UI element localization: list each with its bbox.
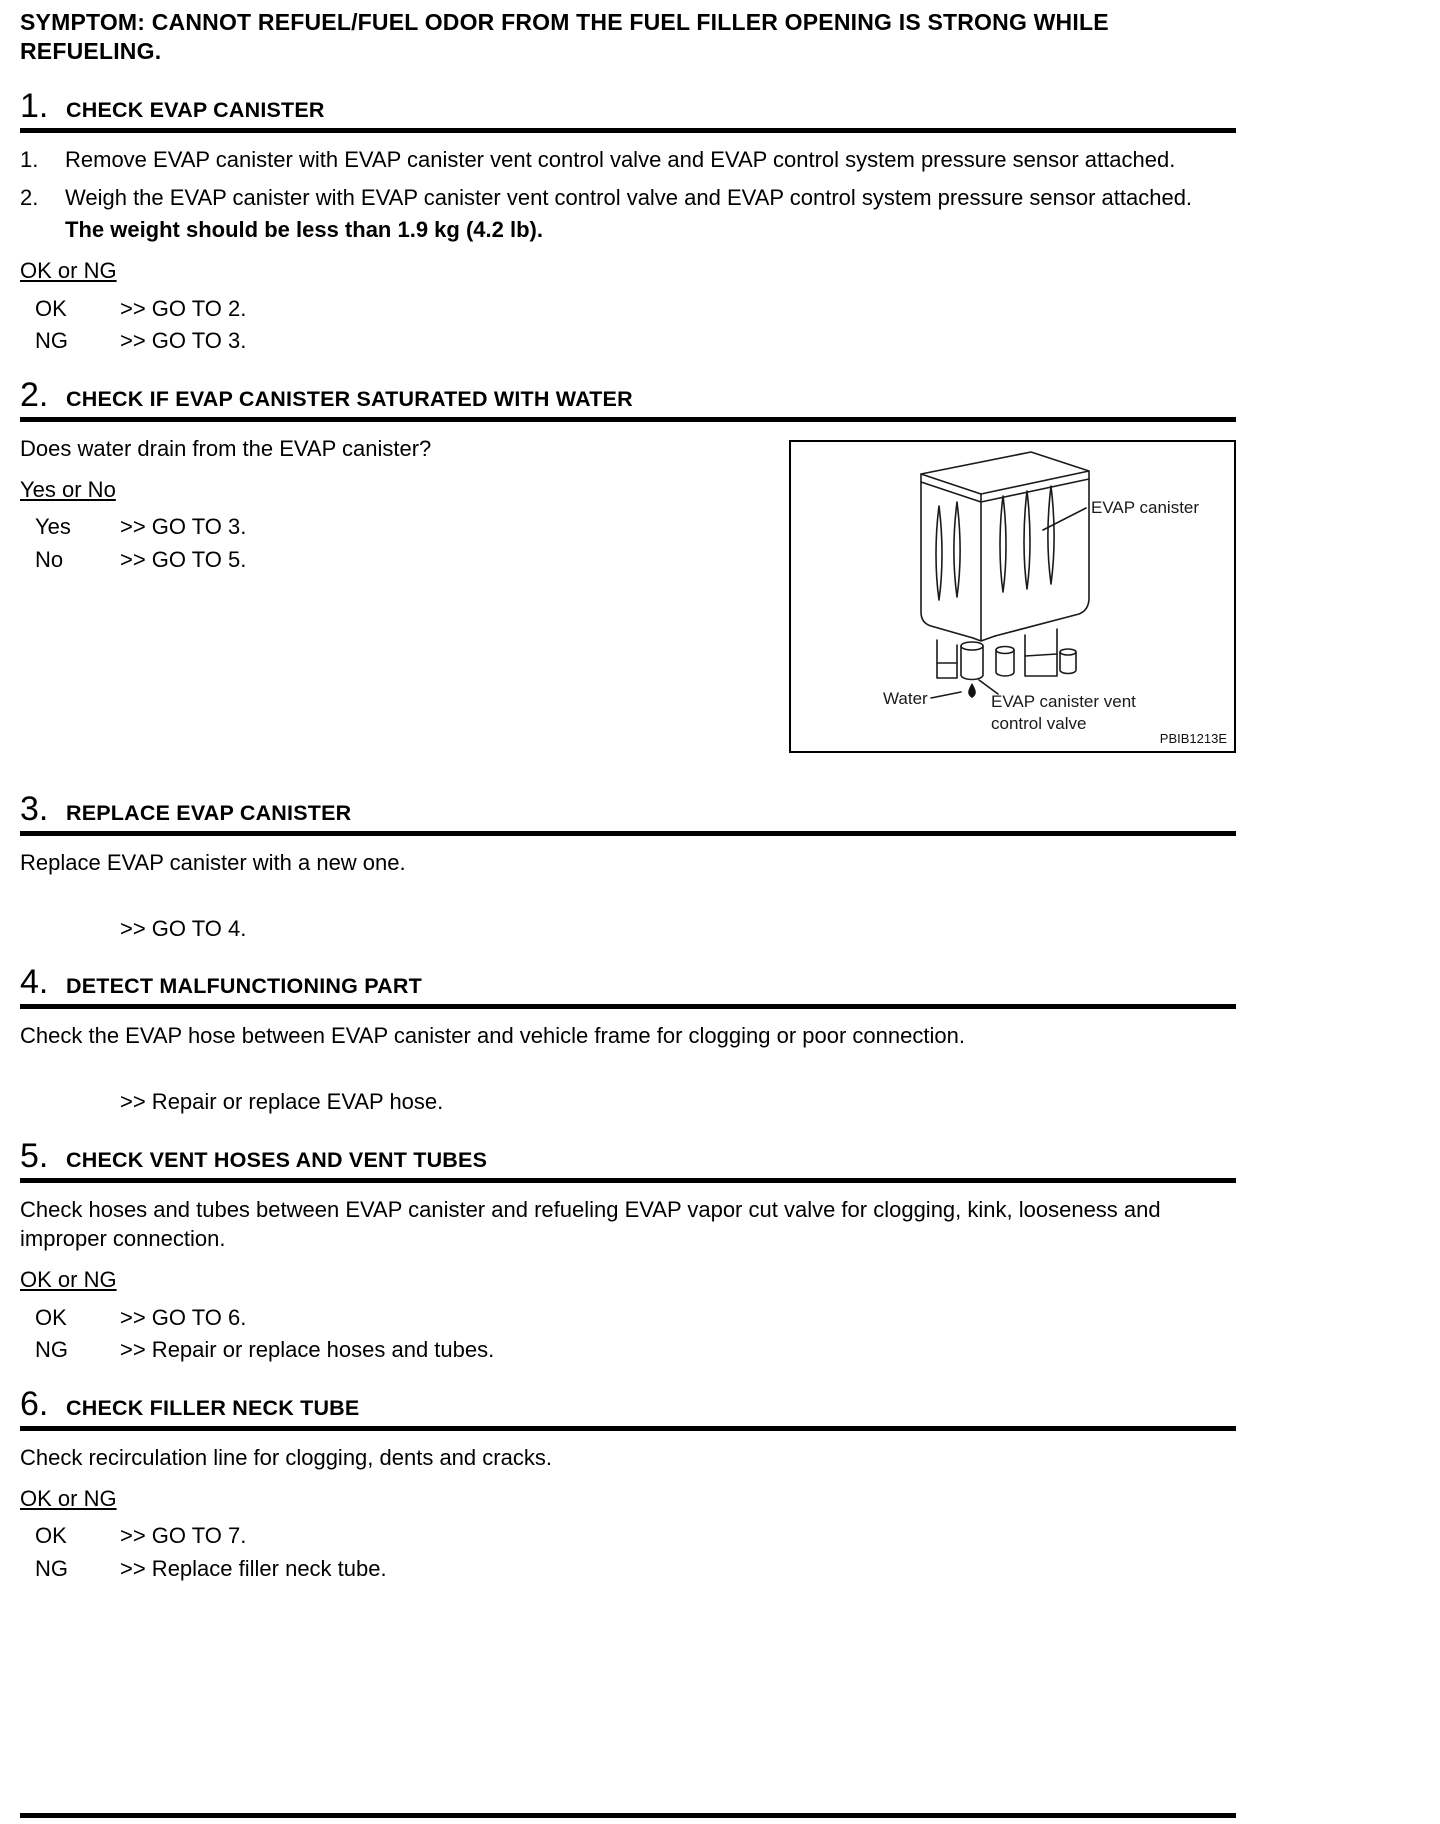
- instruction-text: Check hoses and tubes between EVAP canister and refueling EVAP vapor cut valve for clogging, kink, looseness and improper connection.: [20, 1197, 1161, 1252]
- step-4-detect-malfunctioning-part: [20, 965, 1420, 1117]
- step-number: 6.: [20, 1384, 49, 1423]
- result-label: No: [35, 546, 64, 572]
- result-row: [20, 327, 1420, 356]
- step-number: 2.: [20, 375, 49, 414]
- step-title: DETECT MALFUNCTIONING PART: [66, 974, 422, 999]
- section-rule: [20, 1426, 1236, 1431]
- instruction-item: [20, 183, 1236, 244]
- result-label: OK: [35, 295, 67, 321]
- figure-code: PBIB1213E: [1159, 730, 1227, 746]
- step-number: 4.: [20, 963, 49, 1002]
- result-row: [20, 1555, 1420, 1584]
- result-action: >> Replace filler neck tube.: [120, 1556, 387, 1582]
- step-2-check-if-canister-saturated: [20, 375, 1420, 770]
- condition-label: OK or NG: [20, 1485, 117, 1511]
- step-heading: [20, 86, 1420, 125]
- result-label: OK: [35, 1523, 67, 1549]
- step-heading: [20, 963, 1420, 1002]
- figure-label-vent-valve-line1: EVAP canister vent: [991, 691, 1136, 711]
- instruction-item: [20, 145, 1236, 174]
- result-action: >> GO TO 6.: [120, 1304, 247, 1330]
- result-action: >> GO TO 7.: [120, 1523, 247, 1549]
- step-title: CHECK IF EVAP CANISTER SATURATED WITH WATER: [66, 386, 633, 411]
- result-action: >> GO TO 5.: [120, 546, 247, 572]
- instruction-text-body: Weigh the EVAP canister with EVAP canister vent control valve and EVAP control system pressure sensor attached.: [65, 184, 1193, 210]
- result-row: [20, 295, 1420, 324]
- water-drop-icon: [968, 683, 976, 698]
- result-label: NG: [35, 1556, 68, 1582]
- section-rule: [20, 417, 1236, 422]
- step-heading: [20, 789, 1420, 828]
- figure-label-vent-valve-line2: control valve: [991, 713, 1087, 733]
- step-1-check-evap-canister: [20, 86, 1420, 356]
- instruction-text: Check recirculation line for clogging, dents and cracks.: [20, 1444, 552, 1470]
- result-label: Yes: [35, 514, 71, 540]
- result-action: >> GO TO 4.: [120, 915, 247, 941]
- result-action: >> GO TO 3.: [120, 328, 247, 354]
- figure-evap-canister: [789, 440, 1236, 753]
- page-bottom-rule: [20, 1813, 1236, 1818]
- results: [20, 295, 1420, 356]
- section-rule: [20, 1178, 1236, 1183]
- step-6-check-filler-neck-tube: [20, 1384, 1420, 1584]
- step-heading: [20, 375, 1420, 414]
- result-row: [20, 1304, 1420, 1333]
- step-title: CHECK FILLER NECK TUBE: [66, 1395, 360, 1420]
- result-row: [20, 1336, 1420, 1365]
- instruction-text: Replace EVAP canister with a new one.: [20, 849, 406, 875]
- results: [20, 1522, 1420, 1583]
- condition-label: OK or NG: [20, 1267, 117, 1293]
- section-rule: [20, 831, 1236, 836]
- spec-text: The weight should be less than 1.9 kg (4.2 lb).: [65, 216, 543, 242]
- result-label: NG: [35, 328, 68, 354]
- instruction-text: [65, 183, 1192, 244]
- result-action: >> Repair or replace EVAP hose.: [120, 1089, 444, 1115]
- instruction-number: 1.: [20, 146, 39, 172]
- step-2-body: [20, 434, 1236, 770]
- question-text: Does water drain from the EVAP canister?: [20, 435, 432, 461]
- result-action: >> GO TO 3.: [120, 514, 247, 540]
- figure-label-evap-canister: EVAP canister: [1091, 497, 1200, 517]
- instruction-text: Check the EVAP hose between EVAP canister and vehicle frame for clogging or poor connection.: [20, 1023, 965, 1049]
- figure-label-water: Water: [883, 688, 928, 708]
- result-label: OK: [35, 1304, 67, 1330]
- step-3-replace-evap-canister: [20, 789, 1420, 944]
- step-number: 1.: [20, 86, 49, 125]
- step-title: CHECK VENT HOSES AND VENT TUBES: [66, 1148, 488, 1172]
- section-rule: [20, 128, 1236, 133]
- symptom-title: SYMPTOM: CANNOT REFUEL/FUEL ODOR FROM THE FUEL FILLER OPENING IS STRONG WHILE REFUELING.: [20, 9, 1109, 65]
- step-number: 3.: [20, 789, 49, 828]
- step-title: CHECK EVAP CANISTER: [66, 97, 325, 122]
- condition-label: OK or NG: [20, 257, 117, 283]
- condition-label: Yes or No: [20, 476, 116, 502]
- result-action: >> GO TO 2.: [120, 295, 247, 321]
- result-row: [20, 1522, 1420, 1551]
- step-title: REPLACE EVAP CANISTER: [66, 800, 352, 825]
- instruction-text: Remove EVAP canister with EVAP canister vent control valve and EVAP control system pressure sensor attached.: [65, 146, 1176, 172]
- section-rule: [20, 1004, 1236, 1009]
- results: [20, 1304, 1420, 1365]
- result-label: NG: [35, 1337, 68, 1363]
- result-action: >> Repair or replace hoses and tubes.: [120, 1337, 495, 1363]
- step-number: 5.: [20, 1137, 49, 1175]
- instruction-number: 2.: [20, 184, 39, 210]
- step-5-check-vent-hoses-and-tubes: [20, 1139, 1420, 1365]
- step-heading: [20, 1139, 1420, 1173]
- step-heading: [20, 1384, 1420, 1423]
